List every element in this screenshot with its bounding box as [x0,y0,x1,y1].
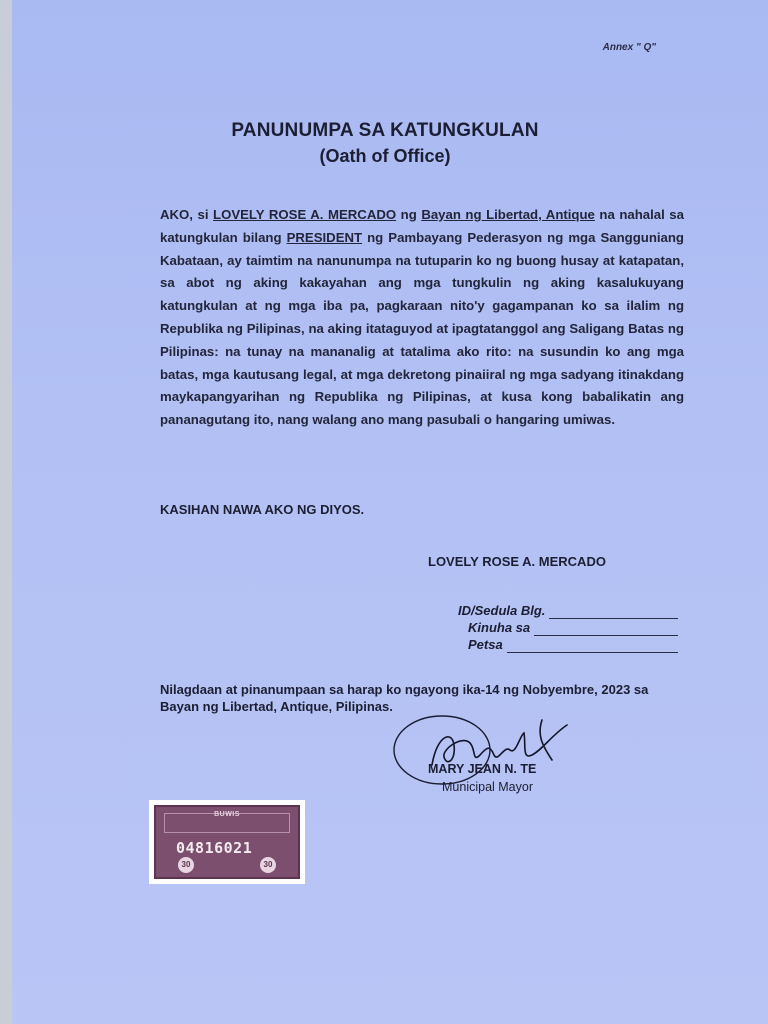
id-sedula-line [458,602,678,619]
oath-paragraph [160,204,684,432]
stamp-face [154,805,300,879]
oath-text-2: ng [396,207,422,222]
kinuha-line [468,619,678,636]
document-title-block [12,120,758,167]
stamp-denomination-right: 30 [260,857,276,873]
stamp-header: BUWIS [214,811,240,818]
id-sedula-blank [549,606,678,619]
petsa-blank [507,640,678,653]
oath-text-4: ng Pambayang Pederasyon ng mga Sangguniang Kabataan, ay taimtim na nanunumpa na tutuparin ko ng buong husay at katapatan, sa abot ng aking kakayahan ang mga tungkulin ng aking kasalukuyang katungkulan at ng mga iba pa, pagkaraan nito'y gagampanan ko sa ilalim ng Republika ng Pilipinas, na aking itataguyod at ipagtatanggol ang Saligang Batas ng Pilipinas: na tunay na mananalig at tatalima ako rito: na susundin ko ang mga batas, mga kautusang legal, at mga dekretong pinaiiral ng mga sadyang itinakdang maykapangyarihan ng Republika ng Pilipinas, at kusa kong babalikatin ang pananagutang ito, nang walang ano mang pasubali o hangaring umiwas. [160,229,684,428]
id-fields [458,602,678,653]
affiant-name: LOVELY ROSE A. MERCADO [428,554,606,569]
signature-stroke [432,720,567,765]
oath-position: PRESIDENT [286,229,363,245]
closing-line: KASIHAN NAWA AKO NG DIYOS. [160,502,365,517]
document-subtitle: (Oath of Office) [319,146,451,166]
oath-document [12,0,768,1024]
annex-label: Annex " Q" [602,42,656,53]
mayor-name: MARY JEAN N. TE [428,762,537,776]
jurat-text: Nilagdaan at pinanumpaan sa harap ko ngayong ika-14 ng Nobyembre, 2023 sa Bayan ng Libertad, Antique, Pilipinas. [160,682,649,714]
mayor-title: Municipal Mayor [442,780,534,794]
kinuha-label: Kinuha sa [468,620,531,635]
id-sedula-label: ID/Sedula Blg. [458,603,546,618]
kinuha-blank [534,623,678,636]
documentary-stamp [149,800,305,884]
document-title: PANUNUMPA SA KATUNGKULAN [231,120,539,141]
petsa-label: Petsa [468,637,503,652]
petsa-line [468,636,678,653]
stamp-serial-number: 04816021 [176,839,253,857]
stamp-denomination-left: 30 [178,857,194,873]
oath-name: LOVELY ROSE A. MERCADO [213,207,397,222]
oath-place: Bayan ng Libertad, Antique [421,207,595,222]
oath-text-1: AKO, si [160,207,214,222]
oath-text-3: na nahalal sa katungkulan bilang [160,207,684,245]
